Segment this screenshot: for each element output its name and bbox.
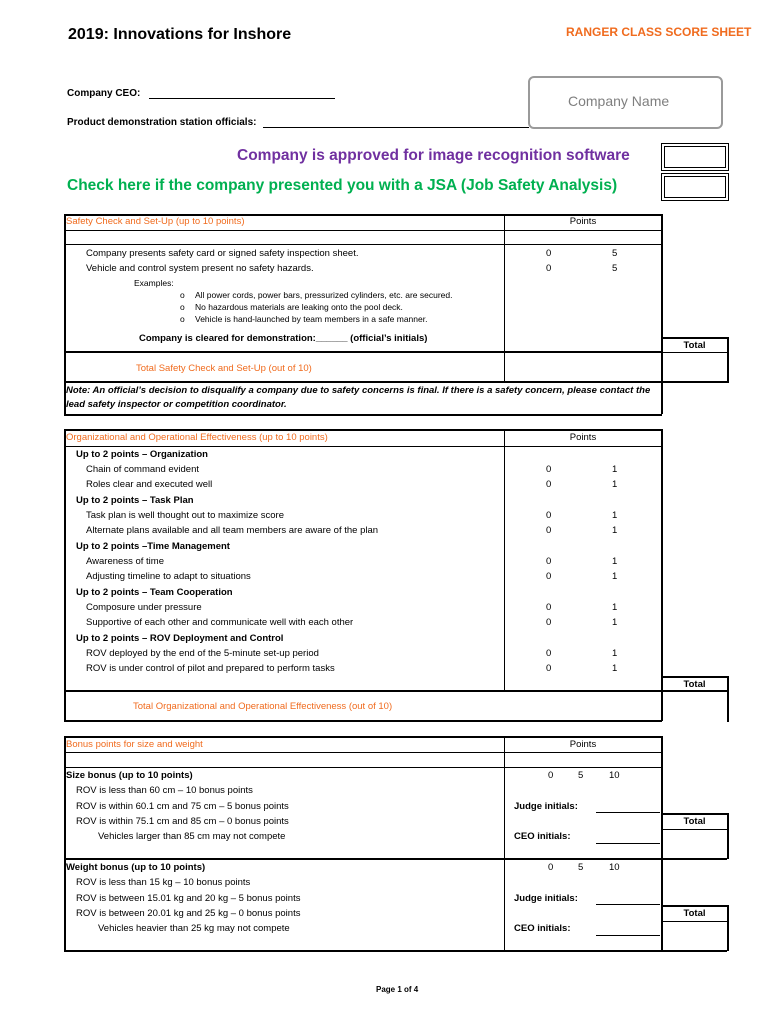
examples-label: Examples:: [134, 278, 174, 288]
safety-total-label: Total: [683, 340, 706, 351]
org-points-label: Points: [569, 432, 597, 443]
weight-score-0[interactable]: 0: [548, 862, 554, 873]
weight-total-label: Total: [683, 908, 706, 919]
size-score-0[interactable]: 0: [548, 770, 554, 781]
org-group-title: Up to 2 points – Organization: [76, 449, 208, 460]
example-2: No hazardous materials are leaking onto the pool deck.: [195, 302, 403, 312]
org-item: Adjusting timeline to adapt to situations: [86, 571, 251, 582]
org-score-0[interactable]: 0: [546, 648, 552, 659]
org-item: Roles clear and executed well: [86, 479, 213, 490]
org-heading: Organizational and Operational Effectiveness (up to 10 points): [66, 432, 328, 443]
org-score-0[interactable]: 0: [546, 602, 552, 613]
safety-item-1-score-5[interactable]: 5: [612, 248, 618, 259]
size-total-label: Total: [683, 816, 706, 827]
example-bullet: o: [180, 290, 185, 300]
size-score-10[interactable]: 10: [609, 770, 620, 781]
weight-bonus-note: Vehicles heavier than 25 kg may not compete: [98, 923, 290, 934]
org-item: Awareness of time: [86, 556, 164, 567]
org-item: Composure under pressure: [86, 602, 202, 613]
jsa-label: Check here if the company presented you with a JSA (Job Safety Analysis): [67, 177, 618, 194]
officials-label: Product demonstration station officials:: [67, 117, 257, 128]
org-score-0[interactable]: 0: [546, 556, 552, 567]
size-ceo-initials-field[interactable]: [596, 843, 660, 844]
safety-heading: Safety Check and Set-Up (up to 10 points): [66, 216, 245, 227]
page-title: 2019: Innovations for Inshore: [68, 26, 292, 43]
weight-score-5[interactable]: 5: [578, 862, 584, 873]
jsa-checkbox[interactable]: [661, 173, 729, 201]
page-number: Page 1 of 4: [376, 985, 419, 994]
image-recognition-approval: Company is approved for image recognition software: [237, 147, 630, 164]
org-group-title: Up to 2 points – Team Cooperation: [76, 587, 233, 598]
weight-bonus-title: Weight bonus (up to 10 points): [66, 862, 206, 873]
size-ceo-label: CEO initials:: [514, 831, 571, 842]
org-score-0[interactable]: 0: [546, 617, 552, 628]
org-score-1[interactable]: 1: [612, 648, 618, 659]
officials-field-row: [67, 117, 529, 128]
weight-bonus-line: ROV is between 15.01 kg and 20 kg – 5 bonus points: [76, 893, 301, 904]
org-score-0[interactable]: 0: [546, 663, 552, 674]
org-score-1[interactable]: 1: [612, 617, 618, 628]
size-total-field[interactable]: [663, 831, 726, 857]
company-name-placeholder: Company Name: [568, 93, 670, 109]
weight-ceo-label: CEO initials:: [514, 923, 571, 934]
org-total-field[interactable]: [663, 693, 726, 720]
size-bonus-line: ROV is within 60.1 cm and 75 cm – 5 bonus points: [76, 801, 289, 812]
ceo-field-row: [67, 88, 335, 99]
weight-score-10[interactable]: 10: [609, 862, 620, 873]
size-bonus-line: ROV is less than 60 cm – 10 bonus points: [76, 785, 253, 796]
org-score-1[interactable]: 1: [612, 602, 618, 613]
org-total-label: Total: [683, 679, 706, 690]
score-sheet-label: RANGER CLASS SCORE SHEET: [566, 25, 752, 39]
example-bullet: o: [180, 302, 185, 312]
weight-total-field[interactable]: [663, 923, 726, 949]
org-score-0[interactable]: 0: [546, 510, 552, 521]
weight-judge-initials-field[interactable]: [596, 904, 660, 905]
org-score-0[interactable]: 0: [546, 464, 552, 475]
org-item: Supportive of each other and communicate well with each other: [86, 617, 354, 628]
ceo-field[interactable]: [149, 88, 335, 99]
org-score-1[interactable]: 1: [612, 571, 618, 582]
safety-item-1: Company presents safety card or signed safety inspection sheet.: [86, 248, 359, 259]
org-item: Chain of command evident: [86, 464, 200, 475]
org-score-1[interactable]: 1: [612, 479, 618, 490]
weight-ceo-initials-field[interactable]: [596, 935, 660, 936]
weight-bonus-line: ROV is between 20.01 kg and 25 kg – 0 bonus points: [76, 908, 301, 919]
cleared-statement: Company is cleared for demonstration:______ (official’s initials): [139, 333, 428, 344]
weight-judge-label: Judge initials:: [514, 893, 578, 904]
org-item: ROV deployed by the end of the 5-minute set-up period: [86, 648, 319, 659]
safety-item-2: Vehicle and control system present no safety hazards.: [86, 263, 314, 274]
org-score-1[interactable]: 1: [612, 464, 618, 475]
image-recognition-checkbox[interactable]: [661, 143, 729, 171]
size-judge-initials-field[interactable]: [596, 812, 660, 813]
org-score-1[interactable]: 1: [612, 525, 618, 536]
org-group-title: Up to 2 points – ROV Deployment and Control: [76, 633, 284, 644]
org-group-title: Up to 2 points – Task Plan: [76, 495, 194, 506]
size-score-5[interactable]: 5: [578, 770, 584, 781]
org-score-0[interactable]: 0: [546, 571, 552, 582]
bonus-heading: Bonus points for size and weight: [66, 739, 203, 750]
safety-points-label: Points: [569, 216, 597, 227]
safety-item-2-score-5[interactable]: 5: [612, 263, 618, 274]
org-item: Task plan is well thought out to maximize score: [86, 510, 285, 521]
size-bonus-line: ROV is within 75.1 cm and 85 cm – 0 bonus points: [76, 816, 289, 827]
size-bonus-title: Size bonus (up to 10 points): [66, 770, 193, 781]
org-score-0[interactable]: 0: [546, 479, 552, 490]
bonus-points-label: Points: [569, 739, 597, 750]
safety-total-field[interactable]: [663, 354, 726, 381]
officials-field[interactable]: [263, 117, 529, 128]
org-item: ROV is under control of pilot and prepared to perform tasks: [86, 663, 335, 674]
safety-total-text: Total Safety Check and Set-Up (out of 10): [136, 363, 312, 374]
size-bonus-note: Vehicles larger than 85 cm may not compete: [98, 831, 286, 842]
org-score-0[interactable]: 0: [546, 525, 552, 536]
example-1: All power cords, power bars, pressurized cylinders, etc. are secured.: [195, 290, 453, 300]
safety-item-2-score-0[interactable]: 0: [546, 263, 552, 274]
org-score-1[interactable]: 1: [612, 510, 618, 521]
weight-bonus-line: ROV is less than 15 kg – 10 bonus points: [76, 877, 251, 888]
org-total-text: Total Organizational and Operational Effectiveness (out of 10): [133, 701, 393, 712]
org-score-1[interactable]: 1: [612, 556, 618, 567]
org-group-title: Up to 2 points –Time Management: [76, 541, 230, 552]
org-item: Alternate plans available and all team members are aware of the plan: [86, 525, 379, 536]
safety-note: Note: An official’s decision to disqualify a company due to safety concerns is final. If there is a safety concern, please contact the lead safety inspector or competition coordinator.: [66, 385, 651, 410]
example-3: Vehicle is hand-launched by team members in a safe manner.: [195, 314, 428, 324]
ceo-label: Company CEO:: [67, 88, 141, 99]
safety-item-1-score-0[interactable]: 0: [546, 248, 552, 259]
size-judge-label: Judge initials:: [514, 801, 578, 812]
org-score-1[interactable]: 1: [612, 663, 618, 674]
example-bullet: o: [180, 314, 185, 324]
